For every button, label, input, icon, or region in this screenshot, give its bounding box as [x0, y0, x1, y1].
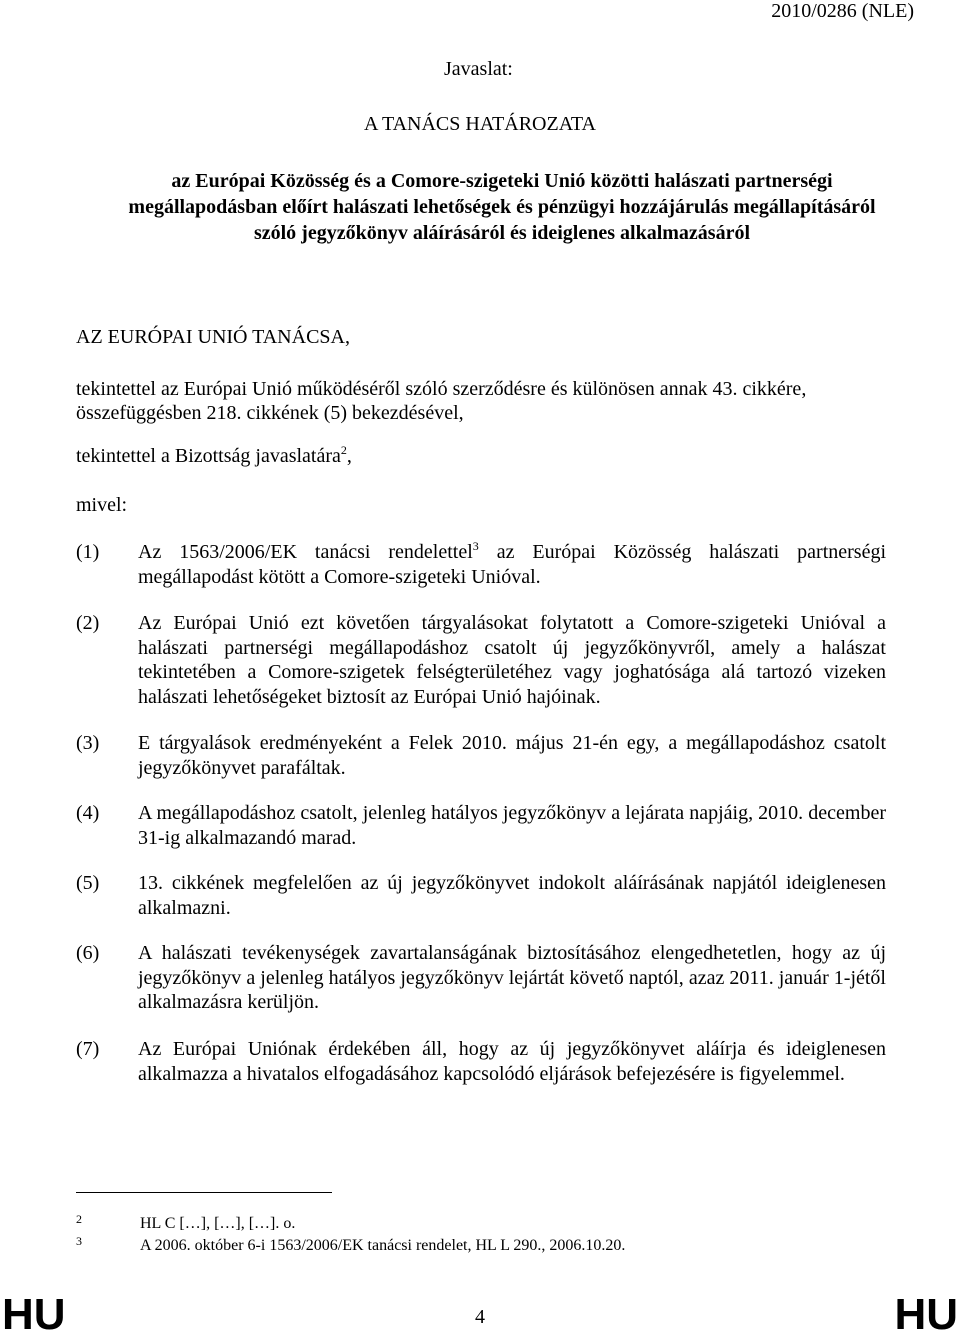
footnote-number: 3	[76, 1234, 82, 1248]
recital-text: Az 1563/2006/EK tanácsi rendelettel$^3$ az Európai Közösség halászati partnerségi megállapodást kötött a Comore-szigeteki Unióval.	[138, 539, 887, 588]
recital-number: (1)	[76, 541, 100, 563]
preamble-commission	[76, 444, 886, 468]
footnote-text: A 2006. október 6-i 1563/2006/EK tanácsi rendelet, HL L 290., 2006.10.20.	[140, 1237, 626, 1254]
recital	[76, 540, 886, 589]
preamble-treaty: tekintettel az Európai Unió működéséről szóló szerződésre és különösen annak 43. cikkére, összefüggésben 218. cikkének (5) bekezdésével,	[76, 378, 807, 424]
page-number: 4	[475, 1306, 485, 1328]
recital-text: A megállapodáshoz csatolt, jelenleg hatályos jegyzőkönyv a lejárata napjáig, 2010. december 31-ig alkalmazandó marad.	[138, 802, 886, 849]
recital	[76, 941, 886, 1015]
recital	[76, 611, 886, 709]
language-code-left: HU	[2, 1290, 66, 1339]
commission-text: tekintettel a Bizottság javaslatára	[76, 445, 341, 467]
recital-number: (6)	[76, 942, 100, 964]
footnote-ref-2[interactable]: 2	[340, 443, 347, 457]
recital-number: (4)	[76, 802, 100, 824]
council-heading: AZ EURÓPAI UNIÓ TANÁCSA,	[76, 326, 350, 348]
recital-number: (7)	[76, 1038, 100, 1060]
whereas-label: mivel:	[76, 494, 128, 516]
document-reference: 2010/0286 (NLE)	[771, 0, 914, 22]
recital	[76, 731, 886, 780]
recital-number: (5)	[76, 872, 100, 894]
recital	[76, 801, 886, 850]
footnote-separator	[76, 1192, 332, 1193]
recital-text: 13. cikkének megfelelően az új jegyzőkönyvet indokolt aláírásának napjától ideiglenesen alkalmazni.	[138, 872, 886, 919]
document-subtitle: az Európai Közösség és a Comore-szigeteki Unió közötti halászati partnerségi megállapodásban előírt halászati lehetőségek és pénzügyi hozzájárulás megállapításáról szóló jegyzőkönyv aláírásáról és ideiglenes alkalmazásáról	[128, 170, 876, 244]
document-title: A TANÁCS HATÁROZATA	[363, 113, 596, 135]
recital	[76, 871, 886, 920]
footnote	[76, 1236, 886, 1256]
recital-number: (2)	[76, 612, 100, 634]
footnote-number: 2	[76, 1212, 82, 1226]
language-code-right: HU	[894, 1290, 958, 1339]
footnote	[76, 1214, 886, 1234]
proposal-label: Javaslat:	[444, 58, 513, 80]
recital-text: E tárgyalások eredményeként a Felek 2010. május 21-én egy, a megállapodáshoz csatolt jegyzőkönyvet parafáltak.	[138, 732, 886, 779]
footnote-ref-3[interactable]: 3	[472, 539, 479, 553]
recital-text: Az Európai Unió ezt követően tárgyalásokat folytatott a Comore-szigeteki Unióval a halászati partnerségi megállapodáshoz csatolt új jegyzőkönyvről, amely a halászat tekintetében a Comore-szigetek felségterületéhez vagy joghatósága alá tartozó vizeken halászati lehetőségeket biztosít az Európai Unió hajóinak.	[138, 612, 886, 708]
recital-text: Az Európai Uniónak érdekében áll, hogy az új jegyzőkönyvet aláírja és ideiglenesen alkalmazza a hivatalos elfogadásához kapcsolódó eljárások befejezésére is figyelemmel.	[138, 1038, 886, 1085]
commission-trailing: ,	[346, 445, 352, 467]
recital-number: (3)	[76, 732, 100, 754]
footnote-text: HL C […], […], […]. o.	[140, 1215, 296, 1232]
recital	[76, 1037, 886, 1086]
recital-text: A halászati tevékenységek zavartalanságának biztosításához elengedhetetlen, hogy az új jegyzőkönyv a jelenleg hatályos jegyzőkönyv lejártát követő naptól, azaz 2011. január 1-jétől alkalmazásra kerüljön.	[138, 942, 886, 1013]
